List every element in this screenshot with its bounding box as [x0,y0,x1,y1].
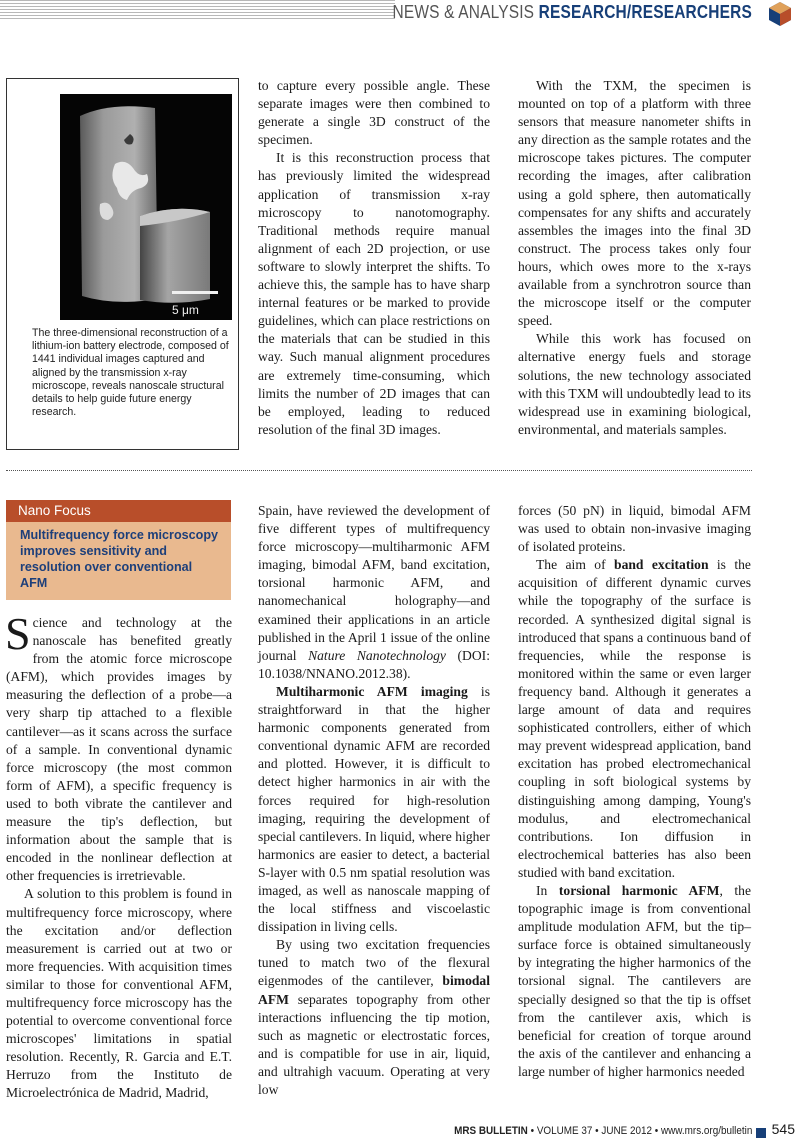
bottom-article-column-2 [258,502,490,1099]
paragraph: A solution to this problem is found in multifrequency force microscopy, where the excitation and/or deflection measurement is carried out at two or more frequencies. With acquisition times similar to those for conventional AFM, multifrequency force microscopy has the potential to overcome conventional force microscopes' limitations in spatial resolution. Recently, R. Garcia and E.T. Herruzo from the Instituto de Microelectrónica de Madrid, Madrid, [6,886,232,1101]
paragraph: With the TXM, the specimen is mounted on top of a platform with three sensors that measure nanometer shifts in any direction as the sample rotates and the microscope takes pictures. The computer recording the images, after calibration using a gold sphere, then automatically compensates for any shifts and accurately assembles the images into the final 3D construct. The process takes only four hours, which owes more to the x-rays available from a synchrotron source than the microscope itself or the computer speed. [518,78,751,329]
issue-date: JUNE 2012 [601,1125,652,1137]
section-label: NEWS & ANALYSIS [392,2,535,22]
top-article-column-2 [258,77,490,439]
paragraph: While this work has focused on alternative energy fuels and storage solutions, the new technology associated with this TXM will undoubtedly lead to its widespread use in examining biological, environmental, and materials samples. [518,331,751,437]
running-footer: MRS BULLETIN • VOLUME 37 • JUNE 2012 • www.mrs.org/bulletin [453,1125,752,1137]
subtopic-term: bimodal AFM [258,973,490,1007]
bottom-article-column-1 [5,608,232,1103]
paragraph: By using two excitation frequencies tuned to match two of the flexural eigenmodes of the cantilever, bimodal AFM separates topography from other interactions influencing the tip motion, such as magnetic or electrostatic forces, and is compatible for use in air, liquid, and ultrahigh vacuum. Operating at very low [258,937,490,1097]
paragraph: It is this reconstruction process that has previously limited the widespread application of transmission x-ray microscopy to nanotomography. Traditional methods require manual alignment of each 2D projection, or use software to slowly interpret the shifts. To achieve this, the sample has to have sharp internal features or be marked to provide guidelines, which can place restrictions on the materials that can be studied in this way. Such manual alignment procedures are extremely time-consuming, which limits the number of 2D images that can be employed, leading to reduced resolution of the final 3D images. [258,150,490,437]
page-number: 545 [771,1121,795,1137]
nano-focus-headline: Multifrequency force microscopy improves sensitivity and resolution over conventional AFM [6,522,231,600]
bottom-article-column-3 [518,502,751,1081]
top-article-column-3 [518,77,751,439]
figure-box [6,78,239,450]
subtopic-term: torsional harmonic AFM [558,882,720,898]
paragraph: Science and technology at the nanoscale has benefited greatly from the atomic force microscope (AFM), which provides images by measuring the deflection of a probe—a very sharp tip attached to a flexible cantilever—as it scans across the surface of a sample. In conventional dynamic force microscopy (the most common form of AFM), a specific frequency is used to both vibrate the cantilever and measure the tip's deflection, but information about the sample that is encoded in the nonlinear deflection at other frequencies is irretrievable. [5,608,232,884]
header-rule-lines [0,0,395,20]
subtopic-term: Multiharmonic AFM imaging [276,683,468,699]
paragraph: Spain, have reviewed the development of five different types of multifrequency force microscopy—multiharmonic AFM imaging, bimodal AFM, band excitation, torsional harmonic AFM, and nanomechanical holography—and examined their applications in an article published in the April 1 issue of the online journal Nature Nanotechnology (DOI: 10.1038/NNANO.2012.38). [258,503,490,681]
paragraph: The aim of band excitation is the acquisition of different dynamic curves while the topography of the surface is recorded. A synthesized digital signal is introduced that spans a continuous band of frequencies, while the response is monitored within the same or even larger frequency band. Although it generates a large amount of data and requires sophisticated controllers, either of which may prevent widespread application, band excitation has probed electromechanical coupling in soft biological systems by distinguishing among damping, Young's modulus, and electromechanical contributions. Ion diffusion in electrochemical batteries has also been studied with band excitation. [518,557,751,880]
nano-focus-label: Nano Focus [6,500,231,522]
hexagon-cube-icon [766,0,794,28]
scale-bar-label: 5 μm [172,303,199,317]
running-header [393,2,752,23]
paragraph: Multiharmonic AFM imaging is straightforward in that the higher harmonic components generated from conventional dynamic AFM are recorded and plotted. However, it is difficult to detect higher harmonics in air with the forces required for high-resolution imaging, requiring the development of special cantilevers. In liquid, where higher harmonics are easier to detect, a bacterial S-layer with 0.5 nm spatial resolution was imaged, as well as nanoscale mapping of the local stiffness and viscoelastic dissipation in living cells. [258,683,490,935]
paragraph: forces (50 pN) in liquid, bimodal AFM was used to obtain non-invasive imaging of isolated proteins. [518,503,751,555]
category-label: RESEARCH/RESEARCHERS [538,2,752,22]
footer-square-icon [756,1128,766,1138]
figure-caption: The three-dimensional reconstruction of a lithium-ion battery electrode, composed of 1441 individual images captured and aligned by the transmission x-ray microscope, reveals nanoscale structural details to help guide future energy research. [32,327,229,419]
electrode-3d-reconstruction-image [60,94,232,320]
paragraph: to capture every possible angle. These separate images were then combined to generate a single 3D construct of the specimen. [258,78,490,148]
journal-url[interactable]: www.mrs.org/bulletin [660,1125,752,1137]
paragraph: In torsional harmonic AFM, the topographic image is from conventional amplitude modulation AFM, but the tip–surface force is obtained simultaneously by integrating the higher harmonics of the torsional signal. The cantilevers are specially designed so that the tip is offset from the cantilever axis, which is beneficial for creation of torque around the axis of the cantilever and enhancing a large number of higher harmonics needed [518,882,751,1079]
drop-cap: S [5,608,31,659]
section-divider [6,470,752,471]
journal-name: Nature Nanotechnology [308,647,446,663]
volume: VOLUME 37 [536,1125,593,1137]
subtopic-term: band excitation [614,557,709,573]
journal-title: MRS BULLETIN [453,1125,528,1137]
